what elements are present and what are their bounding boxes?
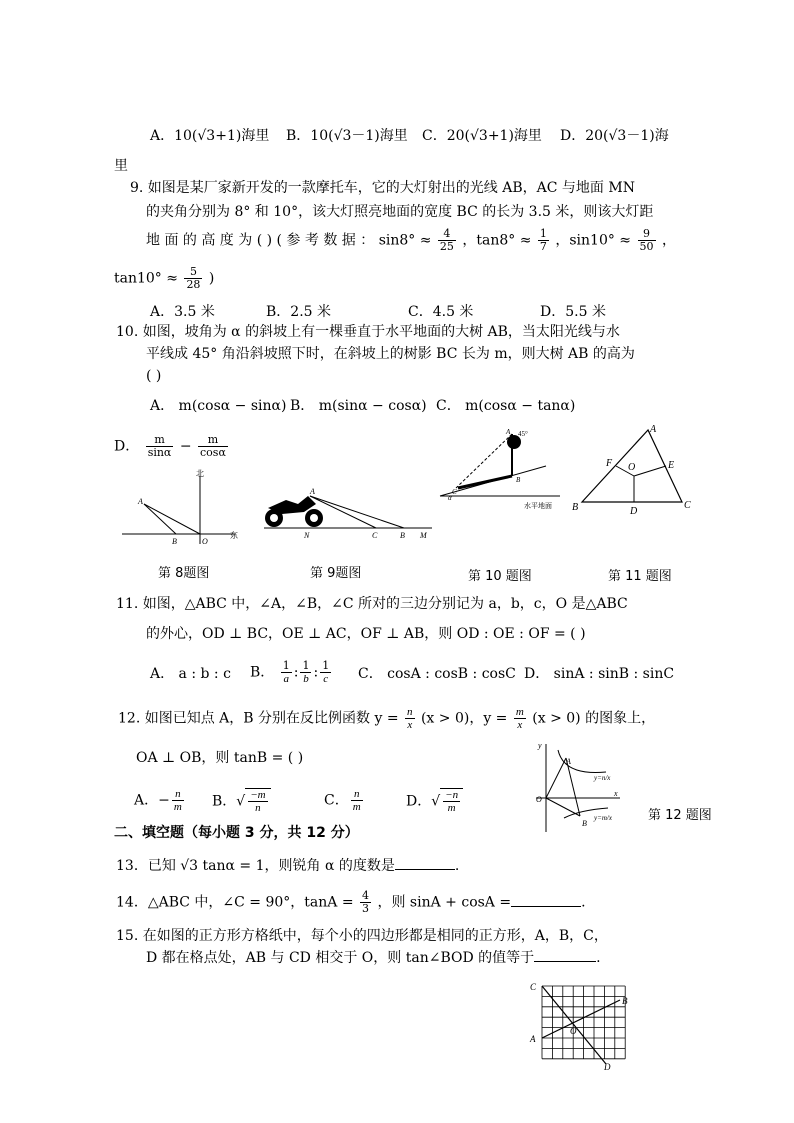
numerator: −n: [445, 789, 459, 801]
shadow-bc: [458, 476, 512, 488]
q8-option-b: B．10(√3－1)海里: [286, 128, 408, 144]
label-b: B: [622, 996, 628, 1006]
q15-line2: [146, 948, 601, 968]
segment-ab: [542, 1000, 620, 1038]
segment-ab: [566, 758, 580, 816]
denominator: c: [323, 673, 329, 685]
numerator: 5: [184, 266, 202, 279]
q9-line4-close: ): [208, 270, 215, 287]
denominator: m: [173, 801, 182, 813]
fraction: [248, 789, 267, 814]
denominator: 3: [362, 902, 370, 915]
label-o: O: [202, 537, 208, 546]
label-a: A: [566, 757, 571, 766]
q9-line1: 9. 如图是某厂家新开发的一款摩托车，它的大灯射出的光线 AB，AC 与地面 MN: [130, 180, 635, 196]
q9-line4-text: tan10° ≈: [114, 270, 178, 287]
q13: [116, 856, 459, 876]
q8-option-wrap: 里: [114, 158, 128, 174]
q12-line2: OA ⊥ OB，则 tanB = ( ): [136, 750, 304, 766]
q12-line1: [118, 706, 655, 731]
section-2-heading: 二、填空题（每小题 3 分，共 12 分）: [114, 825, 359, 841]
option-label: A．−: [134, 792, 170, 809]
label-45: 45°: [518, 430, 528, 438]
segment-cd: [542, 986, 606, 1064]
denominator: m: [352, 801, 361, 813]
denominator: 50: [639, 240, 654, 253]
q12-option-b: [212, 788, 271, 814]
ratio-sign: :: [313, 664, 319, 681]
label-y: y: [538, 741, 542, 750]
label-c: C: [372, 531, 378, 540]
label-x: x: [614, 789, 618, 798]
denominator: n: [255, 802, 261, 814]
fraction: [198, 434, 228, 459]
figure-12-caption: 第 12 题图: [648, 808, 712, 823]
segment-ob: [546, 798, 580, 816]
segment-oa: [546, 758, 566, 798]
q11-option-a: A． a : b : c: [150, 666, 231, 682]
denominator: b: [303, 673, 309, 685]
option-label: D．: [114, 438, 140, 455]
q12-line1-mid: (x > 0)，y =: [420, 710, 508, 727]
q13-text: 13．已知 √3 tanα = 1，则锐角 α 的度数是: [116, 858, 395, 874]
label-north: 北: [196, 469, 204, 478]
numerator: m: [515, 706, 524, 718]
answer-blank[interactable]: [534, 961, 596, 962]
q10-option-a: A． m(cosα − sinα): [150, 398, 287, 414]
fraction: [360, 890, 371, 915]
fraction: [172, 788, 184, 813]
fraction: [538, 228, 549, 253]
q15-end: .: [596, 950, 601, 966]
figure-15: [528, 978, 638, 1070]
q12-option-d: [406, 788, 463, 814]
fraction: [438, 228, 456, 253]
label-curve-m: y=m/x: [594, 814, 612, 822]
q11-option-d: D． sinA : sinB : sinC: [524, 666, 675, 682]
fraction: [320, 660, 331, 685]
denominator: 25: [439, 240, 454, 253]
label-a: A: [506, 428, 511, 436]
label-east: 东: [230, 531, 238, 540]
denominator: a: [283, 673, 289, 685]
minus-sign: −: [179, 438, 192, 455]
q9-line3-text: 地 面 的 高 度 为 ( ) ( 参 考 数 据 ： sin8° ≈: [146, 232, 432, 249]
label-d: D: [630, 506, 638, 517]
q10-option-c: C． m(cosα − tanα): [436, 398, 576, 414]
label-b: B: [400, 531, 405, 540]
q10-option-d: [114, 434, 230, 459]
denominator: x: [407, 719, 413, 731]
figure-9-caption: 第 9题图: [310, 566, 362, 581]
label-o: O: [628, 462, 636, 473]
q9-option-c: C．4.5 米: [408, 304, 474, 320]
label-b: B: [516, 476, 521, 484]
figure-9: [258, 484, 438, 542]
numerator: n: [172, 788, 184, 801]
numerator: 1: [302, 659, 310, 672]
q11-line2: 的外心，OD ⊥ BC，OE ⊥ AC，OF ⊥ AB，则 OD : OE : OF = ( ): [146, 626, 586, 642]
label-o: O: [570, 1026, 577, 1036]
sqrt-icon: √: [431, 793, 441, 810]
numerator: m: [146, 434, 174, 447]
label-curve-n: y=n/x: [594, 774, 611, 782]
numerator: m: [198, 434, 228, 447]
label-c: C: [684, 500, 691, 511]
square-grid: [542, 986, 625, 1059]
q14-text-b: ，则 sinA + cosA =: [377, 894, 512, 911]
numerator: 9: [638, 228, 656, 241]
denominator: sinα: [147, 446, 172, 459]
segment-oe: [634, 466, 666, 476]
label-b: B: [582, 819, 587, 828]
numerator: 1: [282, 659, 290, 672]
motorcycle-image: [265, 496, 323, 527]
q10-line2: 平线成 45° 角沿斜坡照下时，在斜坡上的树影 BC 长为 m，则大树 AB 的高为: [146, 346, 635, 362]
q8-option-d: D．20(√3－1)海: [560, 128, 669, 144]
fraction: [638, 228, 656, 253]
sun-ray: [456, 434, 512, 488]
figure-10-caption: 第 10 题图: [468, 569, 532, 584]
q9-end3: ，: [661, 232, 676, 249]
sqrt-icon: √: [236, 793, 246, 810]
numerator: 4: [362, 889, 370, 902]
label-d: D: [604, 1062, 611, 1070]
numerator: n: [407, 706, 413, 718]
q14-text: 14．△ABC 中，∠C = 90°，tanA =: [116, 894, 354, 911]
q9-mid2: ，sin10° ≈: [555, 232, 632, 249]
q9-option-a: A．3.5 米: [150, 304, 215, 320]
fraction: [146, 434, 174, 459]
q15-line1: 15. 在如图的正方形方格纸中，每个小的四边形都是相同的正方形，A，B，C，: [116, 928, 608, 944]
label-a: A: [530, 1034, 536, 1044]
q10-option-b: B． m(sinα − cosα): [290, 398, 427, 414]
figure-11: [568, 422, 698, 522]
denominator: cosα: [200, 446, 226, 459]
q13-end: .: [454, 858, 460, 874]
q10-line3: ( ): [146, 368, 162, 384]
label-o: O: [536, 795, 542, 804]
answer-blank[interactable]: [511, 906, 581, 907]
ratio-sign: :: [293, 664, 299, 681]
option-label: D．: [406, 793, 432, 810]
figure-8: [118, 468, 248, 548]
denominator: x: [517, 719, 523, 731]
q9-line3: [146, 228, 676, 253]
option-label: C．: [324, 792, 349, 809]
segment-ao: [144, 504, 200, 534]
label-b: B: [572, 502, 579, 513]
q12-line1-end: (x > 0) 的图象上，: [532, 710, 656, 727]
denominator: m: [447, 802, 456, 814]
q14: [116, 890, 586, 915]
label-e: E: [668, 460, 675, 471]
label-c: C: [452, 488, 457, 496]
numerator: 1: [322, 659, 330, 672]
q9-line4: [114, 266, 214, 291]
fraction: [443, 789, 460, 814]
ray-ab: [310, 496, 404, 528]
figure-10: [436, 426, 564, 516]
label-f: F: [606, 458, 613, 469]
figure-11-caption: 第 11 题图: [608, 569, 672, 584]
q15-text: D 都在格点处，AB 与 CD 相交于 O，则 tan∠BOD 的值等于: [146, 950, 535, 966]
numerator: 1: [539, 227, 547, 240]
q8-option-c: C．20(√3+1)海里: [422, 128, 542, 144]
denominator: 28: [186, 278, 201, 291]
label-alpha: α: [448, 494, 452, 502]
figure-8-caption: 第 8题图: [158, 566, 210, 581]
label-c: C: [530, 982, 537, 992]
q10-line1: 10. 如图，坡角为 α 的斜坡上有一棵垂直于水平地面的大树 AB，当太阳光线与水: [116, 324, 620, 340]
numerator: −m: [250, 789, 266, 801]
numerator: n: [351, 788, 363, 801]
q9-line2: 的夹角分别为 8° 和 10°，该大灯照亮地面的宽度 BC 的长为 3.5 米，则该大灯距: [146, 204, 654, 220]
answer-blank[interactable]: [395, 869, 455, 870]
fraction: [351, 788, 363, 813]
q9-mid1: ，tan8° ≈: [462, 232, 532, 249]
q11-option-c: C． cosA : cosB : cosC: [358, 666, 516, 682]
label-a: A: [138, 497, 143, 506]
label-n: N: [304, 531, 310, 540]
q9-option-b: B．2.5 米: [266, 304, 332, 320]
fraction: [300, 660, 311, 685]
label-a: A: [310, 487, 315, 496]
q12-line1-text: 12. 如图已知点 A，B 分别在反比例函数 y =: [118, 710, 399, 727]
denominator: 7: [539, 240, 547, 253]
option-label: B．: [212, 793, 237, 810]
q12-option-a: [134, 788, 186, 813]
label-ground: 水平地面: [524, 502, 552, 510]
fraction: [281, 660, 292, 685]
fraction: [184, 266, 202, 291]
fraction: [405, 706, 415, 731]
q8-option-a: A．10(√3+1)海里: [150, 128, 270, 144]
q9-option-d: D．5.5 米: [540, 304, 606, 320]
label-a: A: [650, 424, 657, 435]
q11-option-b: [250, 660, 333, 685]
q14-end: .: [581, 894, 586, 911]
label-m: M: [420, 531, 427, 540]
q11-line1: 11. 如图，△ABC 中，∠A，∠B，∠C 所对的三边分别记为 a，b，c，O 是△ABC: [116, 596, 628, 612]
numerator: 4: [438, 228, 456, 241]
fraction: [514, 706, 526, 731]
label-b: B: [172, 537, 177, 546]
q12-option-c: [324, 788, 365, 813]
option-label: B．: [250, 664, 275, 681]
figure-12: [528, 740, 638, 836]
